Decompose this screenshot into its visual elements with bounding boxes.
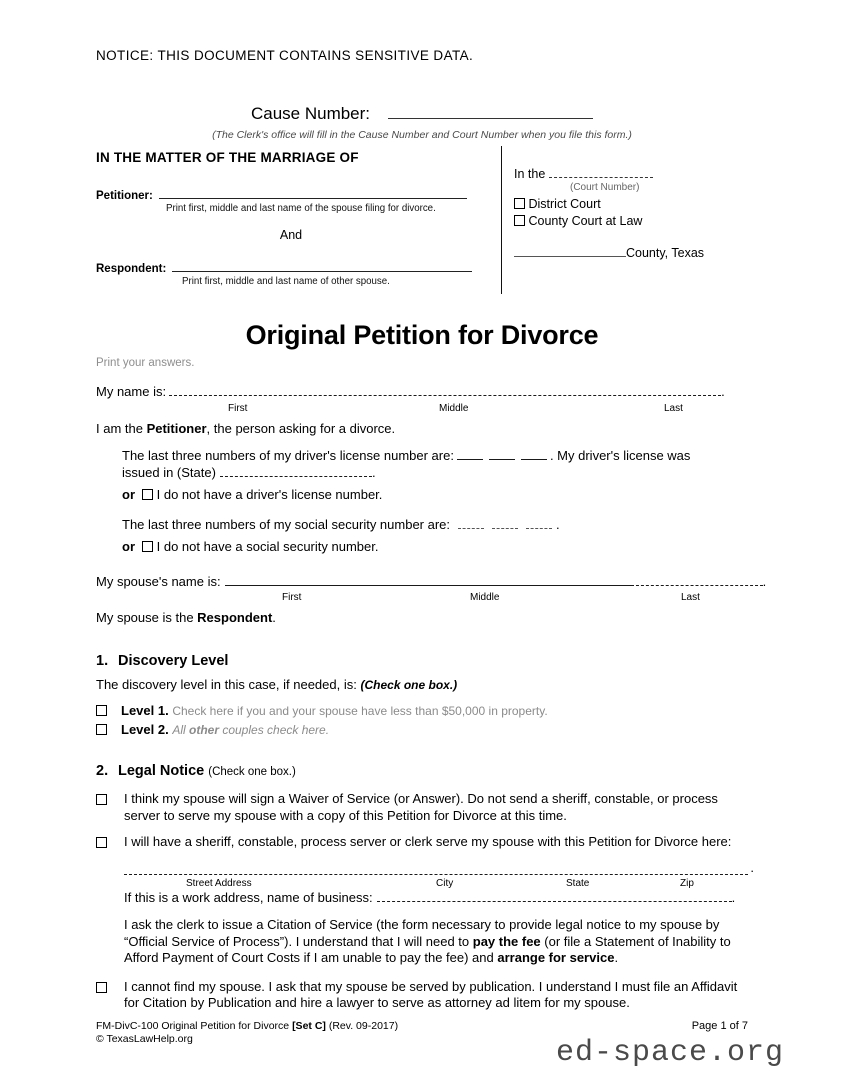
county-name-field[interactable] [514, 244, 626, 257]
dl-state-label: issued in (State) [122, 464, 216, 480]
respondent-bold: Respondent [197, 610, 273, 626]
ssn-line [122, 517, 748, 534]
petitioner-bold: Petitioner [146, 420, 207, 436]
caption-state: State [566, 877, 590, 889]
petitioner-name-field[interactable] [159, 185, 467, 199]
page-title: Original Petition for Divorce [245, 320, 599, 350]
service-option-publication-text: I cannot find my spouse. I ask that my spouse be served by publication. I understand I must file an Affidavit for Citation by Publication and hire a lawyer to serve as attorney ad litem for my spouse. [124, 978, 738, 1011]
i-am-the-rest: , the person asking for a divorce. [206, 420, 396, 436]
service-address-field[interactable] [124, 860, 748, 875]
court-column [514, 165, 748, 260]
spouse-is-the-text: My spouse is the [96, 610, 198, 626]
cause-number-row [96, 104, 748, 124]
form-set-label: [Set C] [292, 1020, 326, 1032]
court-number-caption: (Court Number) [570, 182, 640, 193]
level-2-text-post: couples check here. [219, 723, 330, 738]
checkbox-district-court[interactable] [514, 198, 525, 209]
respondent-row [96, 258, 491, 287]
spouse-name-captions [96, 590, 748, 602]
level-2-option[interactable] [96, 722, 748, 739]
dl-digit-3[interactable] [521, 450, 547, 460]
dl-none-label: I do not have a driver's license number. [156, 487, 383, 503]
header-divider [501, 146, 502, 294]
county-row [514, 244, 748, 260]
petitioner-row [96, 185, 491, 214]
section-1-number: 1. [96, 652, 109, 669]
section-2-note: (Check one box.) [208, 765, 296, 778]
copyright-line: © TexasLawHelp.org [96, 1033, 193, 1045]
service-address-block [124, 859, 754, 907]
section-2-heading [96, 763, 748, 781]
form-body [96, 384, 767, 1012]
watermark: ed-space.org [556, 1036, 785, 1070]
level-1-text: Check here if you and your spouse have less than $50,000 in property. [172, 703, 548, 718]
spouse-is-respondent-row [96, 610, 748, 627]
section-1-intro [96, 677, 748, 694]
spouse-is-rest: . [272, 610, 276, 626]
checkbox-personal-service[interactable] [96, 837, 107, 848]
citation-text-end: . [614, 950, 619, 966]
caption-first: First [228, 402, 248, 414]
petitioner-label: Petitioner: [96, 190, 153, 202]
dl-none-row[interactable] [122, 487, 748, 504]
spouse-name-period: . [762, 573, 767, 589]
work-address-label: If this is a work address, name of business: [124, 889, 373, 905]
respondent-label: Respondent: [96, 263, 167, 275]
service-address-captions [124, 876, 748, 889]
ssn-digit-2[interactable] [492, 518, 518, 528]
my-name-period: . [721, 384, 725, 400]
my-name-row [96, 384, 748, 401]
spouse-caption-middle: Middle [470, 592, 500, 604]
work-address-period: . [731, 889, 736, 905]
form-revision: (Rev. 09-2017) [325, 1020, 399, 1032]
citation-text-mid: (or file a Statement of Inability to Afford Payment of Court Costs if I am unable to pay the fee) and [124, 933, 731, 966]
sensitive-data-notice: NOTICE: THIS DOCUMENT CONTAINS SENSITIVE DATA. [96, 48, 474, 63]
district-court-label: District Court [528, 197, 601, 211]
level-1-label: Level 1. [121, 702, 169, 718]
level-2-text-pre: All [172, 723, 189, 738]
service-option-personal[interactable] [96, 834, 748, 851]
dl-state-period: . [371, 464, 376, 480]
cause-number-note: (The Clerk's office will fill in the Cause Number and Court Number when you file this form.) [212, 129, 632, 141]
service-option-publication[interactable] [96, 979, 748, 1012]
drivers-license-block [122, 448, 748, 504]
dl-digit-1[interactable] [457, 450, 483, 460]
citation-arrange-for-service: arrange for service [497, 950, 615, 966]
caption-city: City [436, 877, 454, 889]
district-court-option[interactable] [514, 196, 748, 212]
checkbox-county-court-at-law[interactable] [514, 215, 525, 226]
caption-last: Last [664, 402, 683, 414]
spouse-caption-last: Last [681, 592, 700, 604]
cause-number-field[interactable] [388, 104, 593, 119]
petitioner-hint: Print first, middle and last name of the spouse filing for divorce. [166, 203, 436, 214]
court-number-field[interactable] [549, 165, 653, 178]
my-name-label: My name is: [96, 384, 167, 400]
dl-state-field[interactable] [220, 465, 372, 477]
section-2-number: 2. [96, 762, 109, 779]
citation-pay-the-fee: pay the fee [472, 933, 541, 949]
checkbox-level-1[interactable] [96, 705, 107, 716]
section-2-title: Legal Notice [118, 762, 205, 779]
page-number: Page 1 of 7 [691, 1020, 748, 1032]
dl-line [122, 448, 748, 465]
court-number-row [514, 165, 748, 193]
citation-text-pre: I ask the clerk to issue a Citation of Service (the form necessary to provide legal notice to my spouse by “Official Service of Process”). I understand that I will need to [124, 917, 720, 949]
ssn-block [122, 517, 748, 556]
ssn-or-label: or [122, 539, 135, 555]
ssn-digit-1[interactable] [458, 518, 484, 528]
spouse-name-row [96, 573, 767, 591]
dl-state-line [122, 465, 748, 482]
level-1-option[interactable] [96, 703, 748, 720]
caption-zip: Zip [680, 877, 694, 889]
cause-number-label: Cause Number: [250, 104, 371, 123]
section-1-title: Discovery Level [118, 652, 229, 669]
in-the-label: In the [514, 167, 546, 181]
ssn-digit-3[interactable] [526, 518, 552, 528]
service-option-personal-text: I will have a sheriff, constable, process server or clerk serve my spouse with this Petition for Divorce here: [124, 834, 732, 850]
citation-paragraph [124, 917, 748, 967]
level-2-label: Level 2. [121, 722, 169, 738]
matter-title: IN THE MATTER OF THE MARRIAGE OF [96, 150, 359, 165]
form-id-prefix: FM-DivC-100 Original Petition for Divorce [96, 1020, 293, 1032]
level-2-text [172, 723, 329, 737]
checkbox-level-2[interactable] [96, 724, 107, 735]
spouse-caption-first: First [282, 592, 302, 604]
my-name-field[interactable] [169, 384, 721, 396]
dl-digit-2[interactable] [489, 450, 515, 460]
spouse-last-name-field[interactable] [631, 574, 763, 586]
county-court-label: County Court at Law [528, 214, 643, 228]
respondent-name-field[interactable] [172, 258, 472, 272]
service-address-period: . [750, 859, 754, 875]
and-separator: And [279, 228, 303, 242]
ssn-period: . [556, 516, 560, 532]
service-option-waiver-text: I think my spouse will sign a Waiver of Service (or Answer). Do not send a sheriff, constable, or process server to serve my spouse with a copy of this Petition for Divorce at this time. [124, 791, 718, 823]
ssn-none-row[interactable] [122, 539, 748, 556]
county-texas-label: County, Texas [626, 246, 705, 260]
ssn-none-label: I do not have a social security number. [156, 539, 379, 555]
page-content [96, 0, 767, 1092]
discovery-check-note: (Check one box.) [360, 678, 458, 693]
section-1-heading [96, 653, 748, 670]
my-name-captions [96, 401, 748, 413]
county-court-option[interactable] [514, 213, 748, 229]
i-am-the-text: I am the [96, 420, 147, 436]
i-am-petitioner-row [96, 421, 748, 438]
checkbox-no-social-security[interactable] [142, 541, 153, 552]
service-option-waiver[interactable] [96, 791, 748, 824]
checkbox-no-drivers-license[interactable] [142, 489, 153, 500]
caption-street-address: Street Address [186, 877, 252, 889]
discovery-intro-text: The discovery level in this case, if needed, is: [96, 677, 357, 693]
checkbox-waiver-of-service[interactable] [96, 794, 107, 805]
checkbox-service-by-publication[interactable] [96, 982, 107, 993]
ssn-prompt: The last three numbers of my social security number are: [122, 516, 451, 532]
dl-or-label: or [122, 487, 135, 503]
form-id-line [96, 1020, 748, 1033]
level-2-text-bold: other [189, 723, 219, 738]
print-answers-hint: Print your answers. [96, 357, 195, 369]
spouse-name-label: My spouse's name is: [96, 573, 221, 589]
work-address-field[interactable] [377, 890, 732, 902]
caption-middle: Middle [439, 402, 469, 414]
dl-prompt: The last three numbers of my driver's license number are: [122, 448, 454, 464]
dl-tail: . My driver's license was [549, 448, 691, 464]
respondent-hint: Print first, middle and last name of other spouse. [182, 276, 390, 287]
spouse-name-field[interactable] [225, 574, 631, 586]
